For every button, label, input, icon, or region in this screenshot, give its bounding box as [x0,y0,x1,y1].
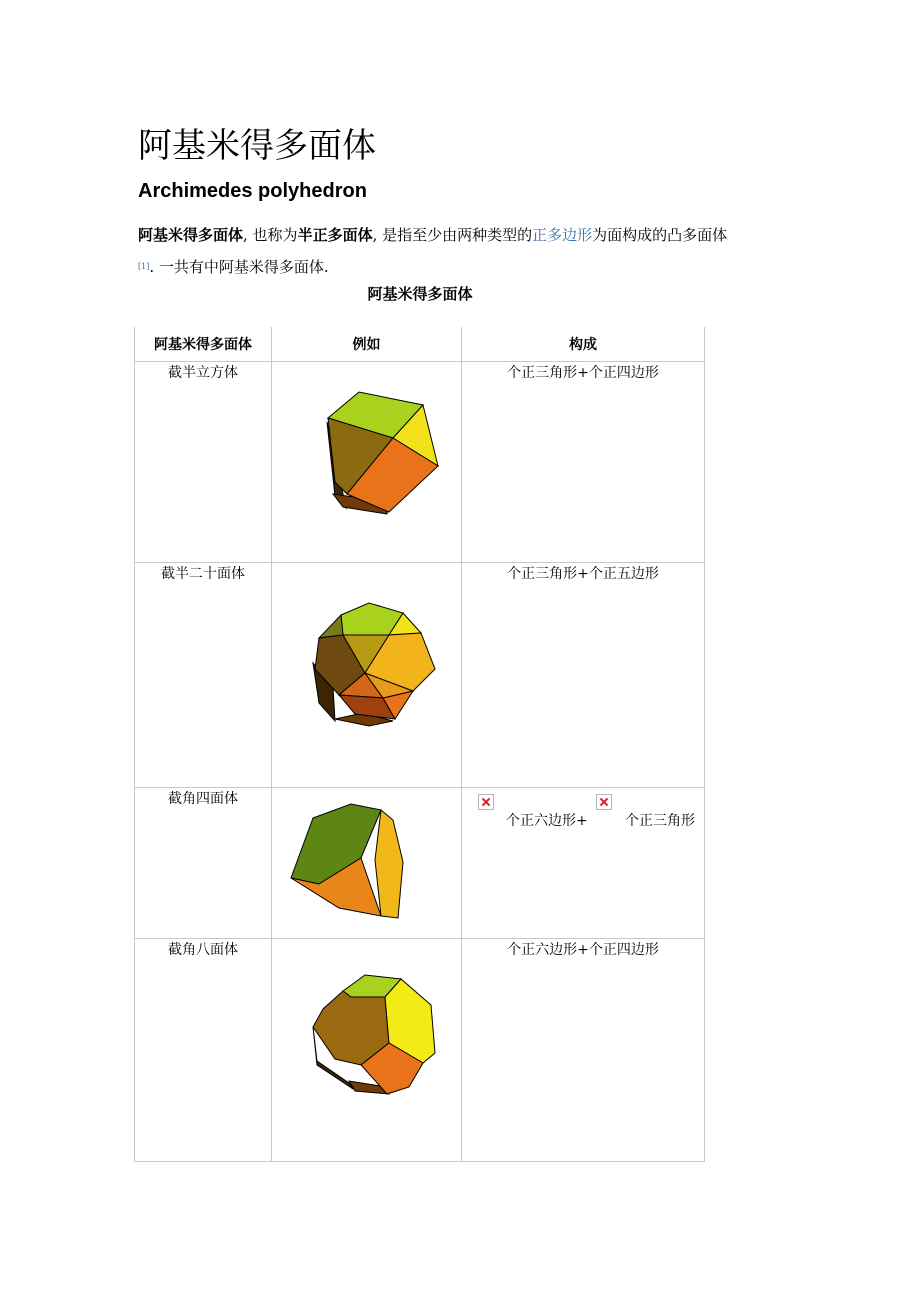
table-row [135,563,705,788]
polyhedron-name: 截角四面体 [135,788,272,939]
table-row [135,788,705,939]
intro-text-2: , 是指至少由两种类型的 [372,226,533,244]
intro-text-4: . 一共有中阿基米得多面体. [149,258,329,276]
intro-term: 阿基米得多面体 [138,226,244,244]
polyhedron-composition: 个正三角形+个正四边形 [462,362,705,563]
composition-part-a: 个正六边形+ [506,813,588,829]
intro-paragraph [138,220,798,283]
reference-link[interactable]: [1] [138,262,150,271]
table-caption: 阿基米得多面体 [367,285,473,303]
polyhedron-name: 截角八面体 [135,939,272,1162]
table-row [135,362,705,563]
header-example: 例如 [272,327,462,362]
polyhedron-composition [462,788,705,939]
page-subtitle: Archimedes polyhedron [138,180,367,202]
composition-part-b: 个正三角形 [625,813,695,829]
polyhedron-composition: 个正六边形+个正四边形 [462,939,705,1162]
intro-text-3: 为面构成的凸多面体 [592,226,728,244]
icosidodecahedron-image [272,563,462,788]
truncated-octahedron-image [272,939,462,1162]
truncated-tetrahedron-image [272,788,462,939]
polyhedron-table [134,327,705,1162]
intro-alt-term: 半正多面体 [297,226,373,244]
intro-text-1: , 也称为 [243,226,298,244]
regular-polygon-link[interactable]: 正多边形 [532,226,593,244]
table-row [135,939,705,1162]
broken-image-icon [478,794,494,810]
polyhedron-composition: 个正三角形+个正五边形 [462,563,705,788]
cuboctahedron-image [272,362,462,563]
polyhedron-name: 截半二十面体 [135,563,272,788]
broken-image-icon [596,794,612,810]
polyhedron-name: 截半立方体 [135,362,272,563]
page-title: 阿基米得多面体 [138,126,376,166]
header-composition: 构成 [462,327,705,362]
table-header-row [135,327,705,362]
header-name: 阿基米得多面体 [135,327,272,362]
